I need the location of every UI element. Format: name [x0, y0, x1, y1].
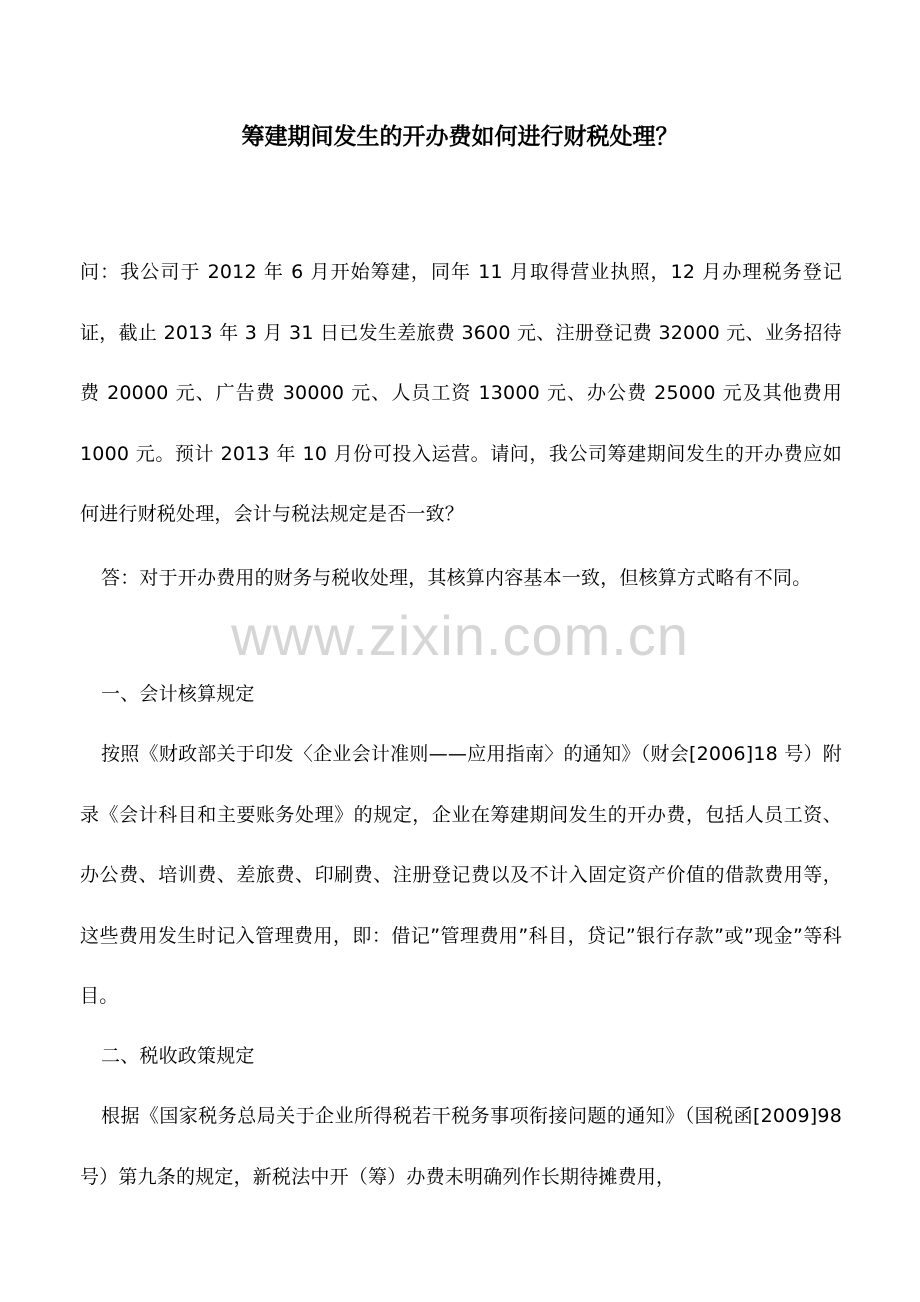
section-1-heading: 一、会计核算规定	[101, 683, 255, 705]
question-paragraph: 问：我公司于 2012 年 6 月开始筹建，同年 11 月取得营业执照，12 月办理税务登记证，截止 2013 年 3 月 31 日已发生差旅费 3600 元、注册登记费 32000 元、业务招待费 20000 元、广告费 30000 元、人员工资 13000 元、办公费 25000 元及其他费用 1000 元。预计 2013 年 10 月份可投入运营。请问，我公司筹建期间发生的开办费应如何进行财税处理，会计与税法规定是否一致？	[80, 261, 842, 525]
page-title: 筹建期间发生的开办费如何进行财税处理？	[241, 124, 679, 150]
watermark: www.zixin.com.cn	[231, 604, 689, 667]
section-2-body: 根据《国家税务总局关于企业所得税若干税务事项衔接问题的通知》（国税函[2009]98 号）第九条的规定，新税法中开（筹）办费未明确列作长期待摊费用，	[80, 1105, 842, 1188]
answer-paragraph: 答：对于开办费用的财务与税收处理，其核算内容基本一致，但核算方式略有不同。	[101, 567, 812, 589]
section-1-body: 按照《财政部关于印发〈企业会计准则——应用指南〉的通知》（财会[2006]18 号）附录《会计科目和主要账务处理》的规定，企业在筹建期间发生的开办费，包括人员工资、办公费、培训费、差旅费、印刷费、注册登记费以及不计入固定资产价值的借款费用等，这些费用发生时记入管理费用，即：借记”管理费用”科目，贷记”银行存款”或”现金”等科目。	[80, 743, 842, 1007]
section-2-heading: 二、税收政策规定	[101, 1045, 255, 1067]
